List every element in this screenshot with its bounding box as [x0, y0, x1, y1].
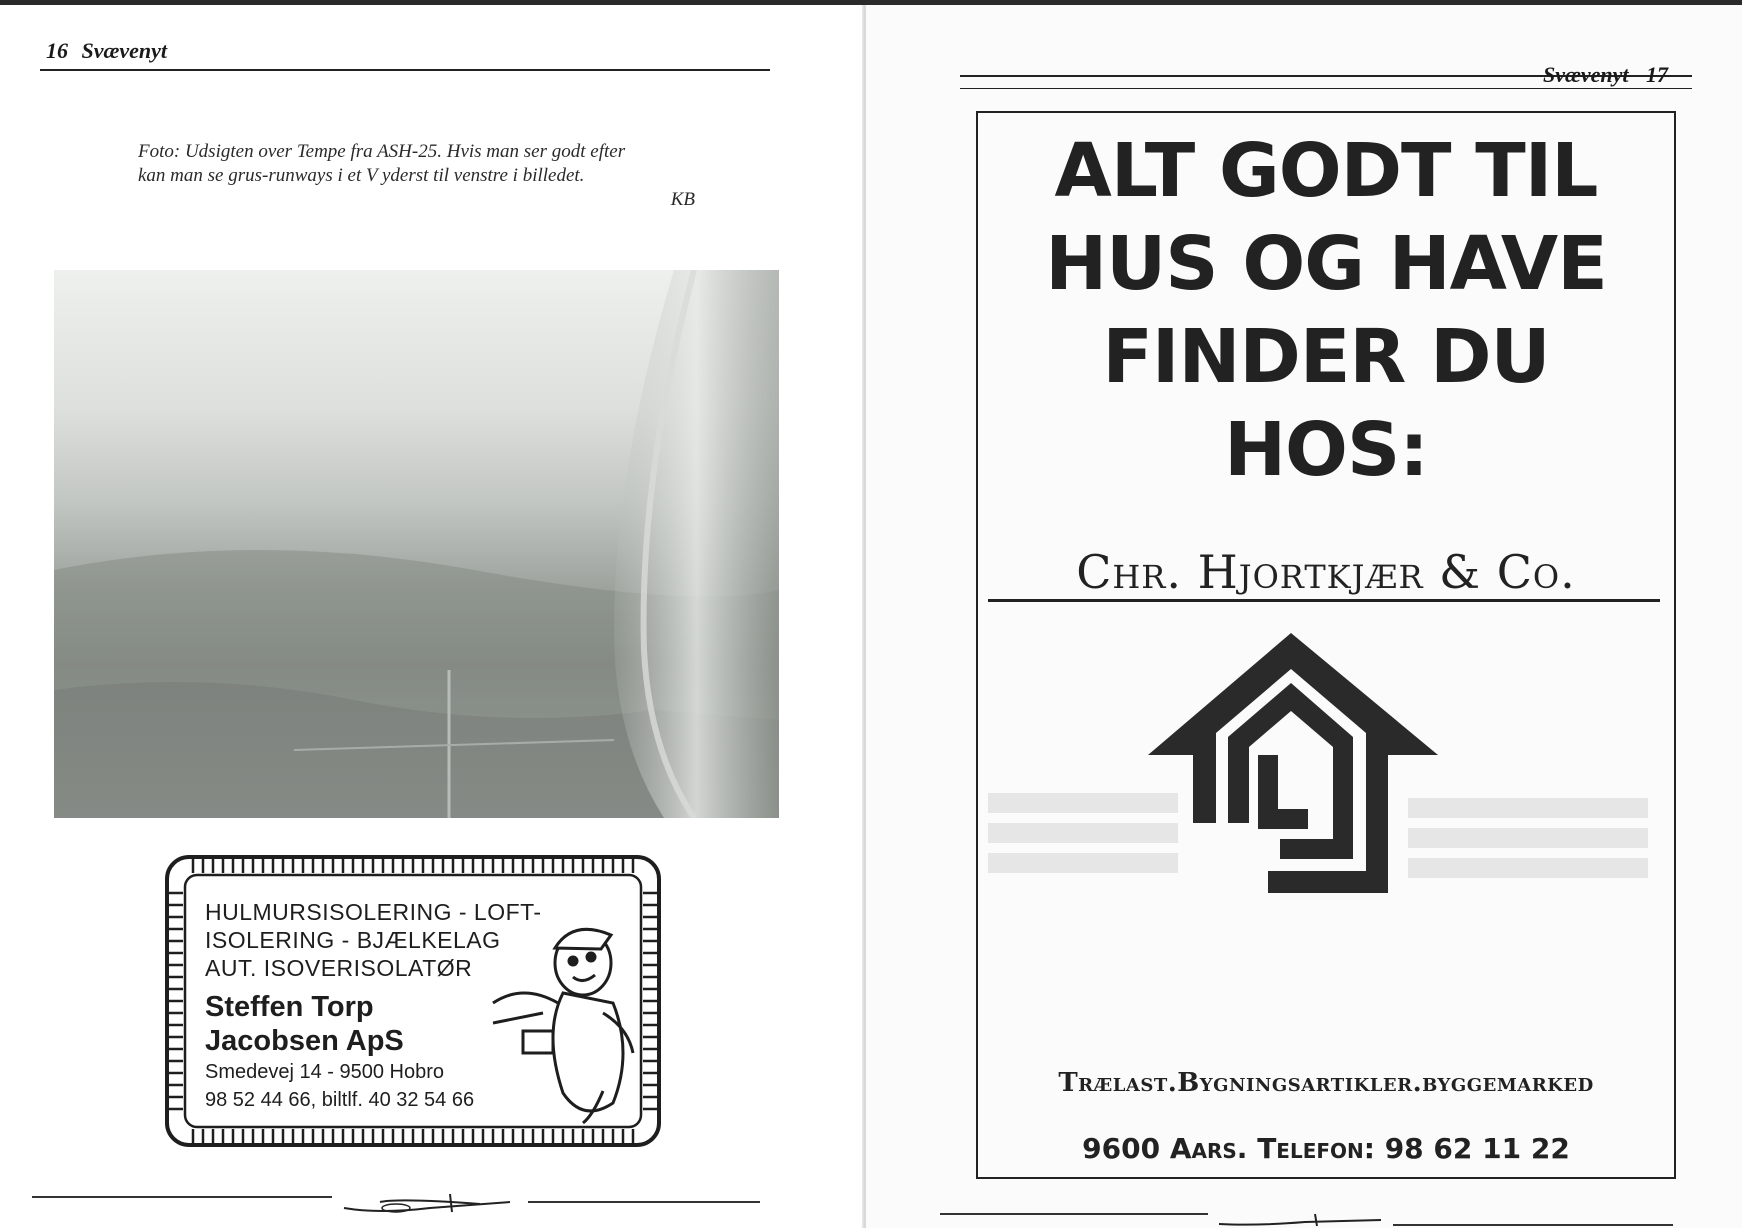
right-page-number: 17: [1646, 62, 1669, 87]
ad-service-line-3: AUT. ISOVERISOLATØR: [205, 955, 473, 981]
caption-line-2: kan man se grus-runways i et V yderst til venstre i billedet.: [138, 165, 585, 186]
headline-line-1: ALT GODT TIL: [1054, 128, 1598, 214]
right-footer-rule-1: [940, 1213, 1208, 1215]
glider-icon-right: [1215, 1212, 1385, 1228]
hjortkjaer-ad: [976, 111, 1676, 1179]
ad-service-line-1: HULMURSISOLERING - LOFT-: [205, 899, 542, 925]
left-footer-rule-1: [32, 1196, 332, 1198]
ad-company-name: Chr. Hjortkjær & Co.: [1076, 545, 1576, 599]
left-footer-rule-2: [528, 1201, 760, 1203]
headline-line-2: HUS OG HAVE: [1045, 221, 1607, 307]
ad-contact: 9600 Aars. Telefon: 98 62 11 22: [1082, 1132, 1570, 1165]
right-header-title: Svævenyt: [1543, 62, 1629, 87]
left-header-title: Svævenyt: [81, 38, 168, 63]
right-footer-rule-2: [1393, 1224, 1673, 1226]
right-header-rule-2: [960, 88, 1692, 89]
caption-line-1: Foto: Udsigten over Tempe fra ASH-25. Hvis man ser godt efter: [138, 141, 626, 162]
headline-line-4: HOS:: [1224, 407, 1428, 493]
ad-company-line-1: Steffen Torp: [205, 991, 374, 1023]
glider-icon: [340, 1190, 520, 1220]
ad-service-line-2: ISOLERING - BJÆLKELAG: [205, 927, 501, 953]
isolering-stamp-ad: [163, 853, 663, 1149]
company-underline: [988, 599, 1660, 602]
ad-phone: 98 52 44 66, biltlf. 40 32 54 66: [205, 1089, 475, 1111]
left-running-head: [46, 38, 167, 64]
ad-company-line-2: Jacobsen ApS: [205, 1025, 404, 1057]
mascot-drawing: [493, 929, 633, 1123]
photo-caption: [138, 140, 698, 212]
left-page-number: 16: [46, 38, 68, 63]
ad-headline: [978, 125, 1674, 497]
ad-address: Smedevej 14 - 9500 Hobro: [205, 1061, 445, 1083]
house-arrow-logo: [988, 623, 1648, 893]
ad-products: Trælast.Bygningsartikler.byggemarked: [1058, 1068, 1594, 1098]
left-header-rule: [40, 69, 770, 71]
aerial-photo: [54, 270, 779, 818]
headline-line-3: FINDER DU: [1102, 314, 1550, 400]
right-running-head: [1543, 62, 1668, 88]
caption-author: KB: [670, 189, 695, 210]
